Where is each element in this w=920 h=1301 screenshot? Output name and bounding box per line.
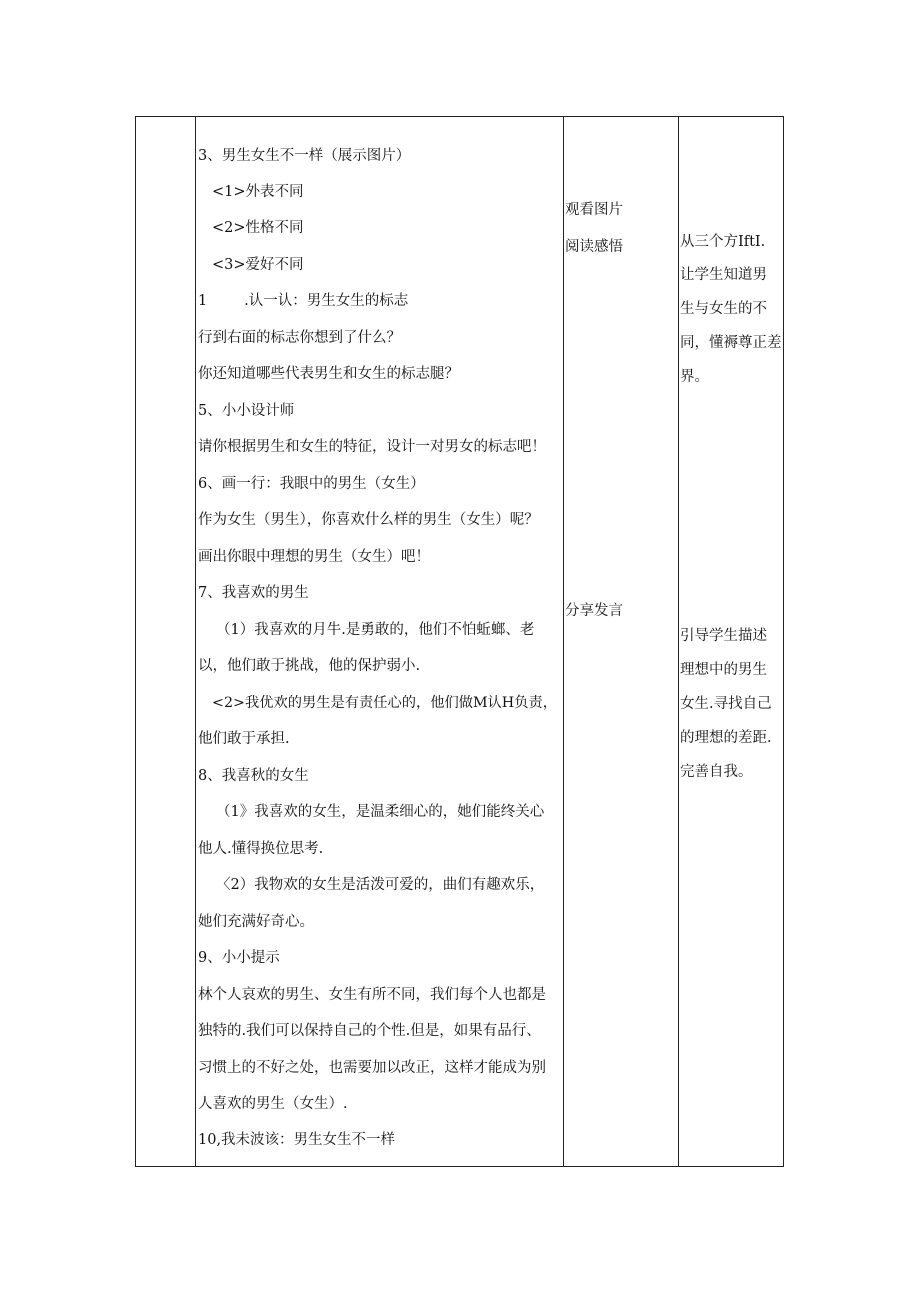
content-line: 他人.懂得换位思考. xyxy=(198,841,324,857)
lesson-table xyxy=(135,116,784,1167)
design-intent-text: 生与女生的不 xyxy=(680,301,767,317)
design-intent-text: 完善自我。 xyxy=(680,764,753,780)
content-line: 习惯上的不好之处，也需要加以改正，这样才能成为别 xyxy=(198,1060,546,1076)
content-line: 行到右面的标志你想到了什么？ xyxy=(198,330,401,346)
content-line: 林个人哀欢的男生、女生有所不同，我们每个人也都是 xyxy=(198,987,546,1003)
content-line: 7、我喜欢的男生 xyxy=(198,585,309,601)
content-line: 你还知道哪些代表男生和女生的标志腿？ xyxy=(198,366,459,382)
design-intent-text: 界。 xyxy=(680,369,709,385)
design-intent-text: 同，懂褥尊正差 xyxy=(680,335,782,351)
content-line: 10,我未波该：男生女生不一样 xyxy=(198,1132,396,1148)
content-line: 〈2）我物欢的女生是活泼可爱的，曲们有趣欢乐， xyxy=(216,877,545,893)
content-line: 以，他们敢于挑战，他的保护弱小. xyxy=(198,658,421,674)
content-line: （1》我喜欢的女生，是温柔细心的，她们能终关心 xyxy=(216,804,545,820)
content-line: 她们充满好奇心。 xyxy=(198,914,314,930)
content-line: <2>我优欢的男生是有责任心的，他们做M认H负责， xyxy=(212,695,557,711)
student-activity-text: 观看图片 xyxy=(565,202,623,218)
content-line: <2>性格不同 xyxy=(212,220,304,236)
blank-column-cell xyxy=(136,117,195,1166)
design-intent-text: 理想中的男生 xyxy=(680,662,767,678)
design-intent-text: 从三个方IftI. xyxy=(680,234,766,250)
design-intent-text: 让学生知道男 xyxy=(680,267,767,283)
student-activity-cell xyxy=(564,117,678,1166)
content-line: 作为女生（男生），你喜欢什么样的男生（女生）呢？ xyxy=(198,512,539,528)
design-intent-text: 引导学生描述 xyxy=(680,628,767,644)
content-line: 6、画一行：我眼中的男生（女生） xyxy=(198,476,425,492)
content-line: 他们敢于承担. xyxy=(198,731,290,747)
content-line: 人喜欢的男生（女生）. xyxy=(198,1096,348,1112)
content-line: 9、小小提示 xyxy=(198,950,280,966)
content-line: 请你根据男生和女生的特征，设计一对男女的标志吧！ xyxy=(198,439,546,455)
student-activity-text: 阅读感悟 xyxy=(565,239,623,255)
design-intent-text: 的理想的差距. xyxy=(680,730,772,746)
content-line: 独特的.我们可以保持自己的个性.但是，如果有品行、 xyxy=(198,1023,541,1039)
teaching-content-cell xyxy=(196,117,563,1166)
content-line: （1）我喜欢的月牛.是勇敢的，他们不怕蚯螂、老 xyxy=(216,622,535,638)
student-activity-text: 分享发言 xyxy=(565,603,623,619)
content-line: 8、我喜秋的女生 xyxy=(198,768,309,784)
content-line: 画出你眼中理想的男生（女生）吧！ xyxy=(198,549,430,565)
design-intent-text: 女生.寻找自己 xyxy=(680,696,772,712)
content-line: <1>外表不同 xyxy=(212,184,304,200)
content-line: 1 .认一认：男生女生的标志 xyxy=(198,293,409,309)
content-line: 5、小小设计师 xyxy=(198,403,295,419)
content-line: 3、男生女生不一样（展示图片） xyxy=(198,148,411,164)
content-line: <3>爱好不同 xyxy=(212,257,304,273)
design-intent-cell xyxy=(679,117,785,1166)
